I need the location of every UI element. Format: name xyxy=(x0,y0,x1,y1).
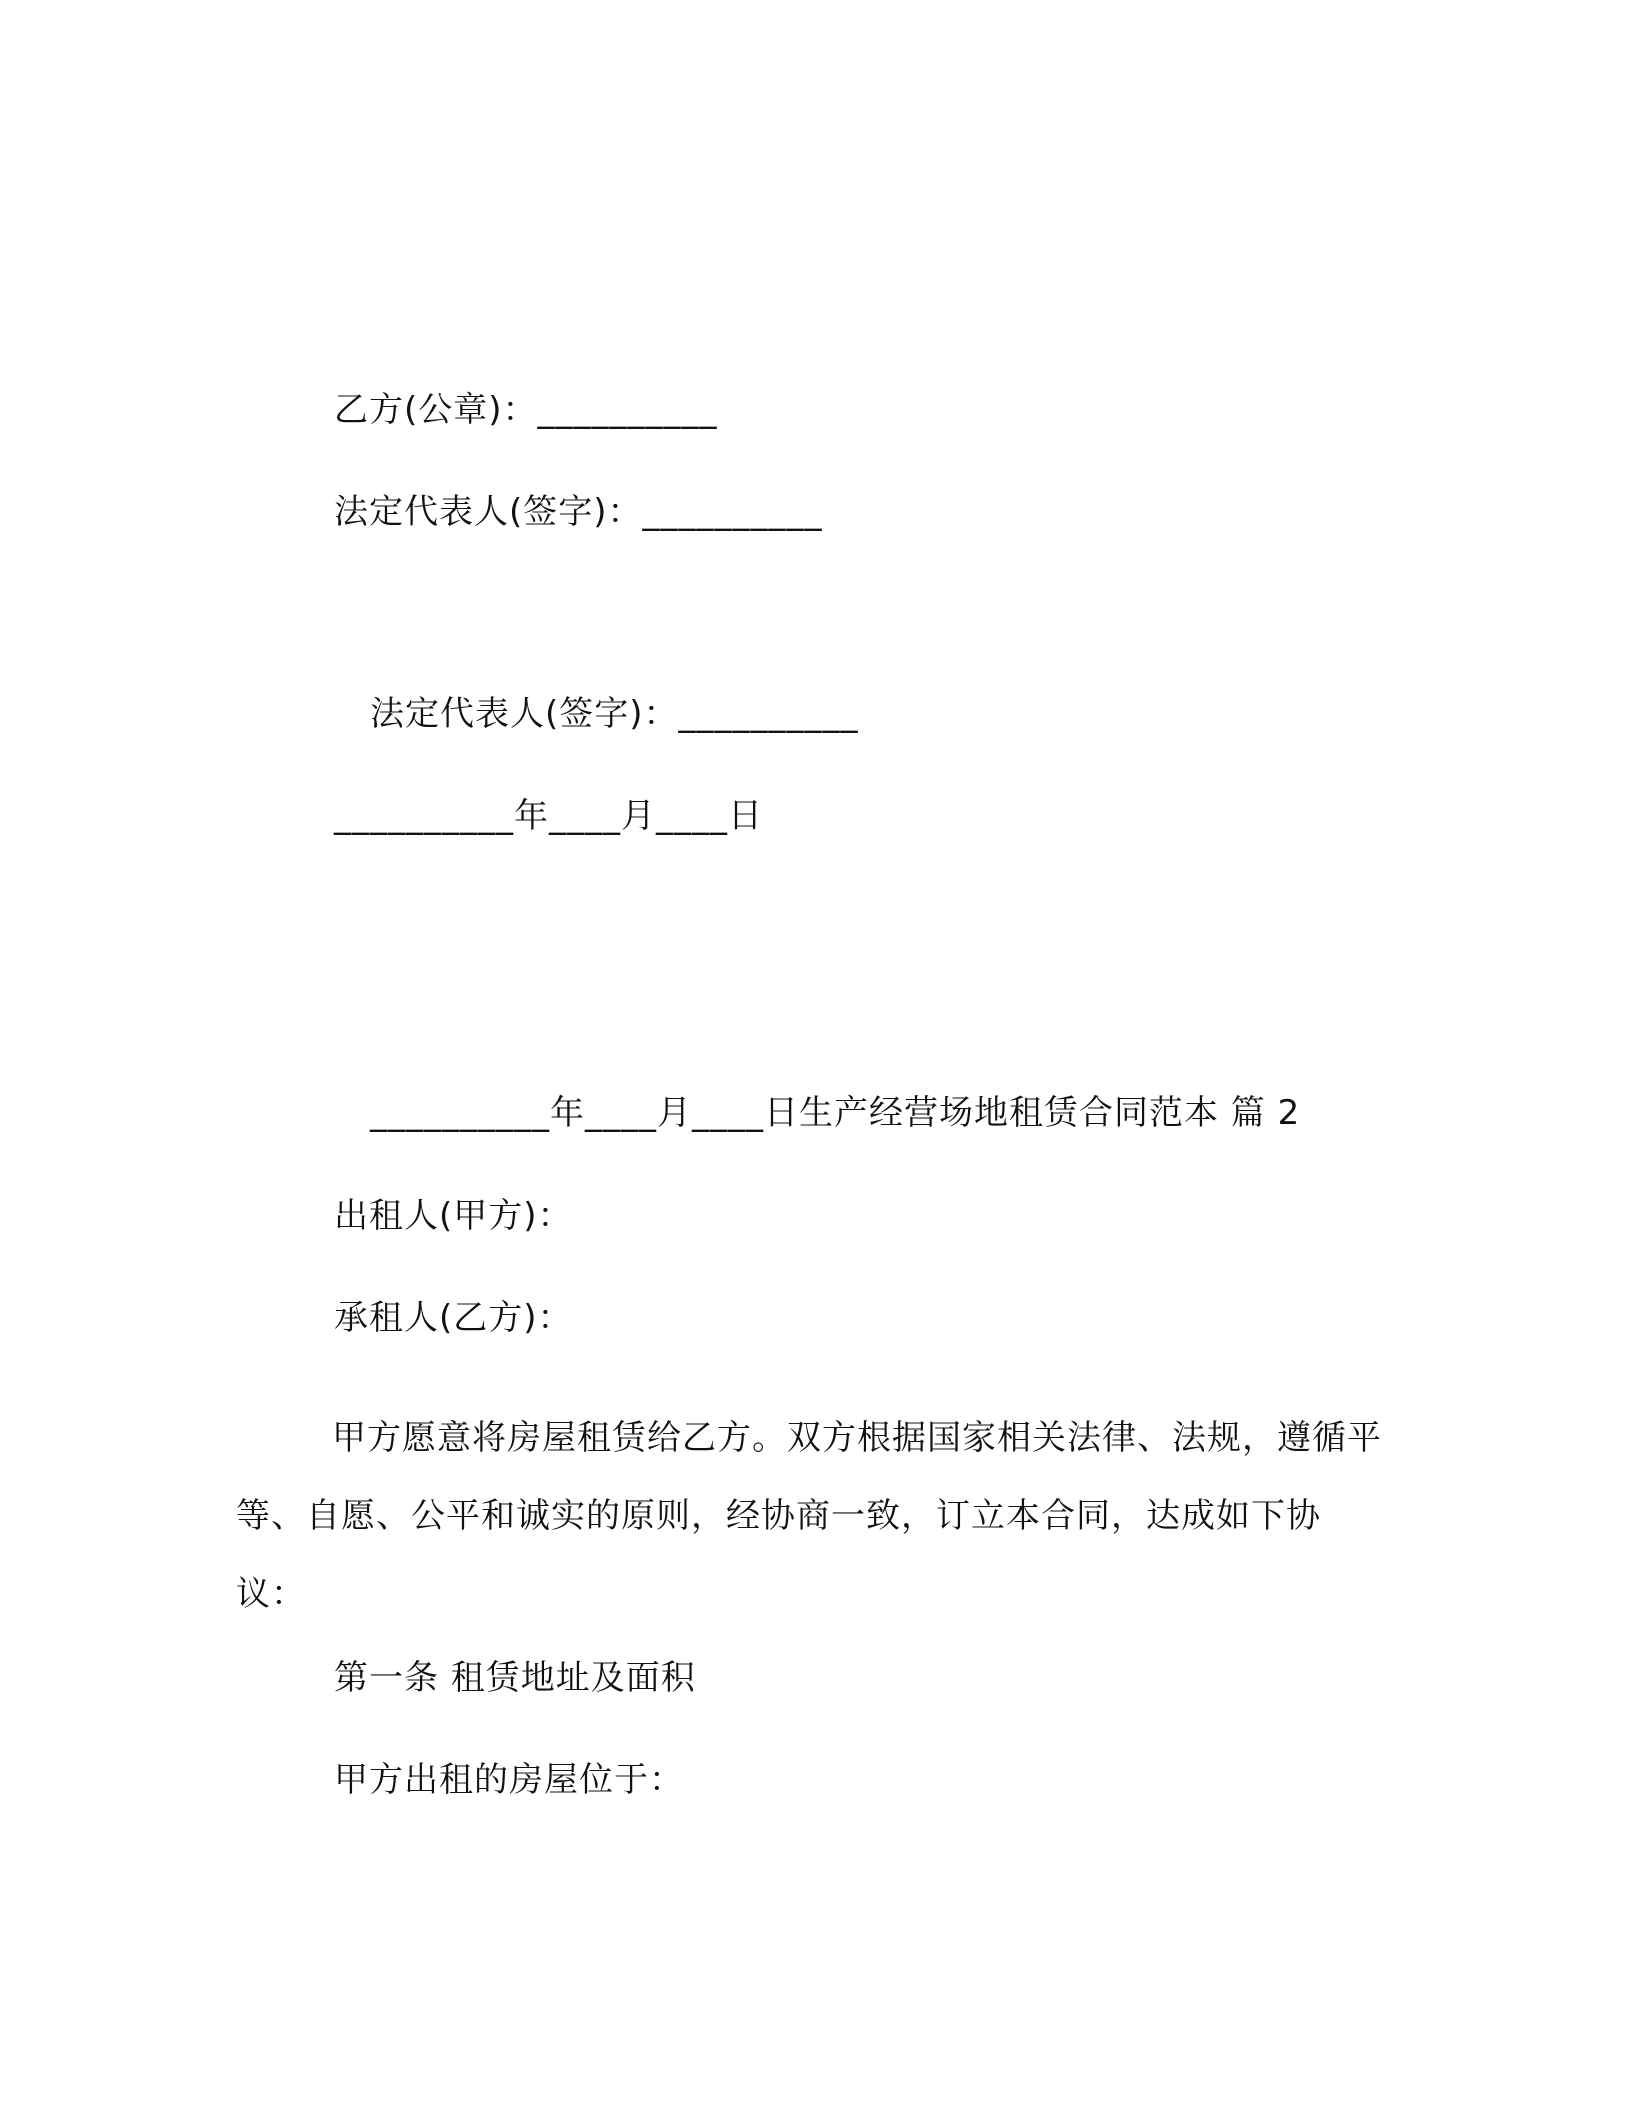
intro-paragraph: 甲方愿意将房屋租赁给乙方。双方根据国家相关法律、法规，遵循平等、自愿、公平和诚实的原则，经协商一致，订立本合同，达成如下协议： xyxy=(236,1418,1382,1614)
article-1-heading: 第一条 租赁地址及面积 xyxy=(334,1658,696,1698)
legal-representative-signature-line-2: 法定代表人(签字)：__________ xyxy=(370,694,859,734)
party-b-seal-line: 乙方(公章)：__________ xyxy=(334,390,718,430)
lessor-line: 出租人(甲方)： xyxy=(334,1196,573,1236)
legal-representative-signature-line-1: 法定代表人(签字)：__________ xyxy=(334,492,823,532)
lessee-line: 承租人(乙方)： xyxy=(334,1298,573,1338)
house-location-line: 甲方出租的房屋位于： xyxy=(334,1760,684,1800)
contract-title: __________年____月____日生产经营场地租赁合同范本 篇 2 xyxy=(370,1093,1301,1133)
date-line: __________年____月____日 xyxy=(334,796,763,836)
